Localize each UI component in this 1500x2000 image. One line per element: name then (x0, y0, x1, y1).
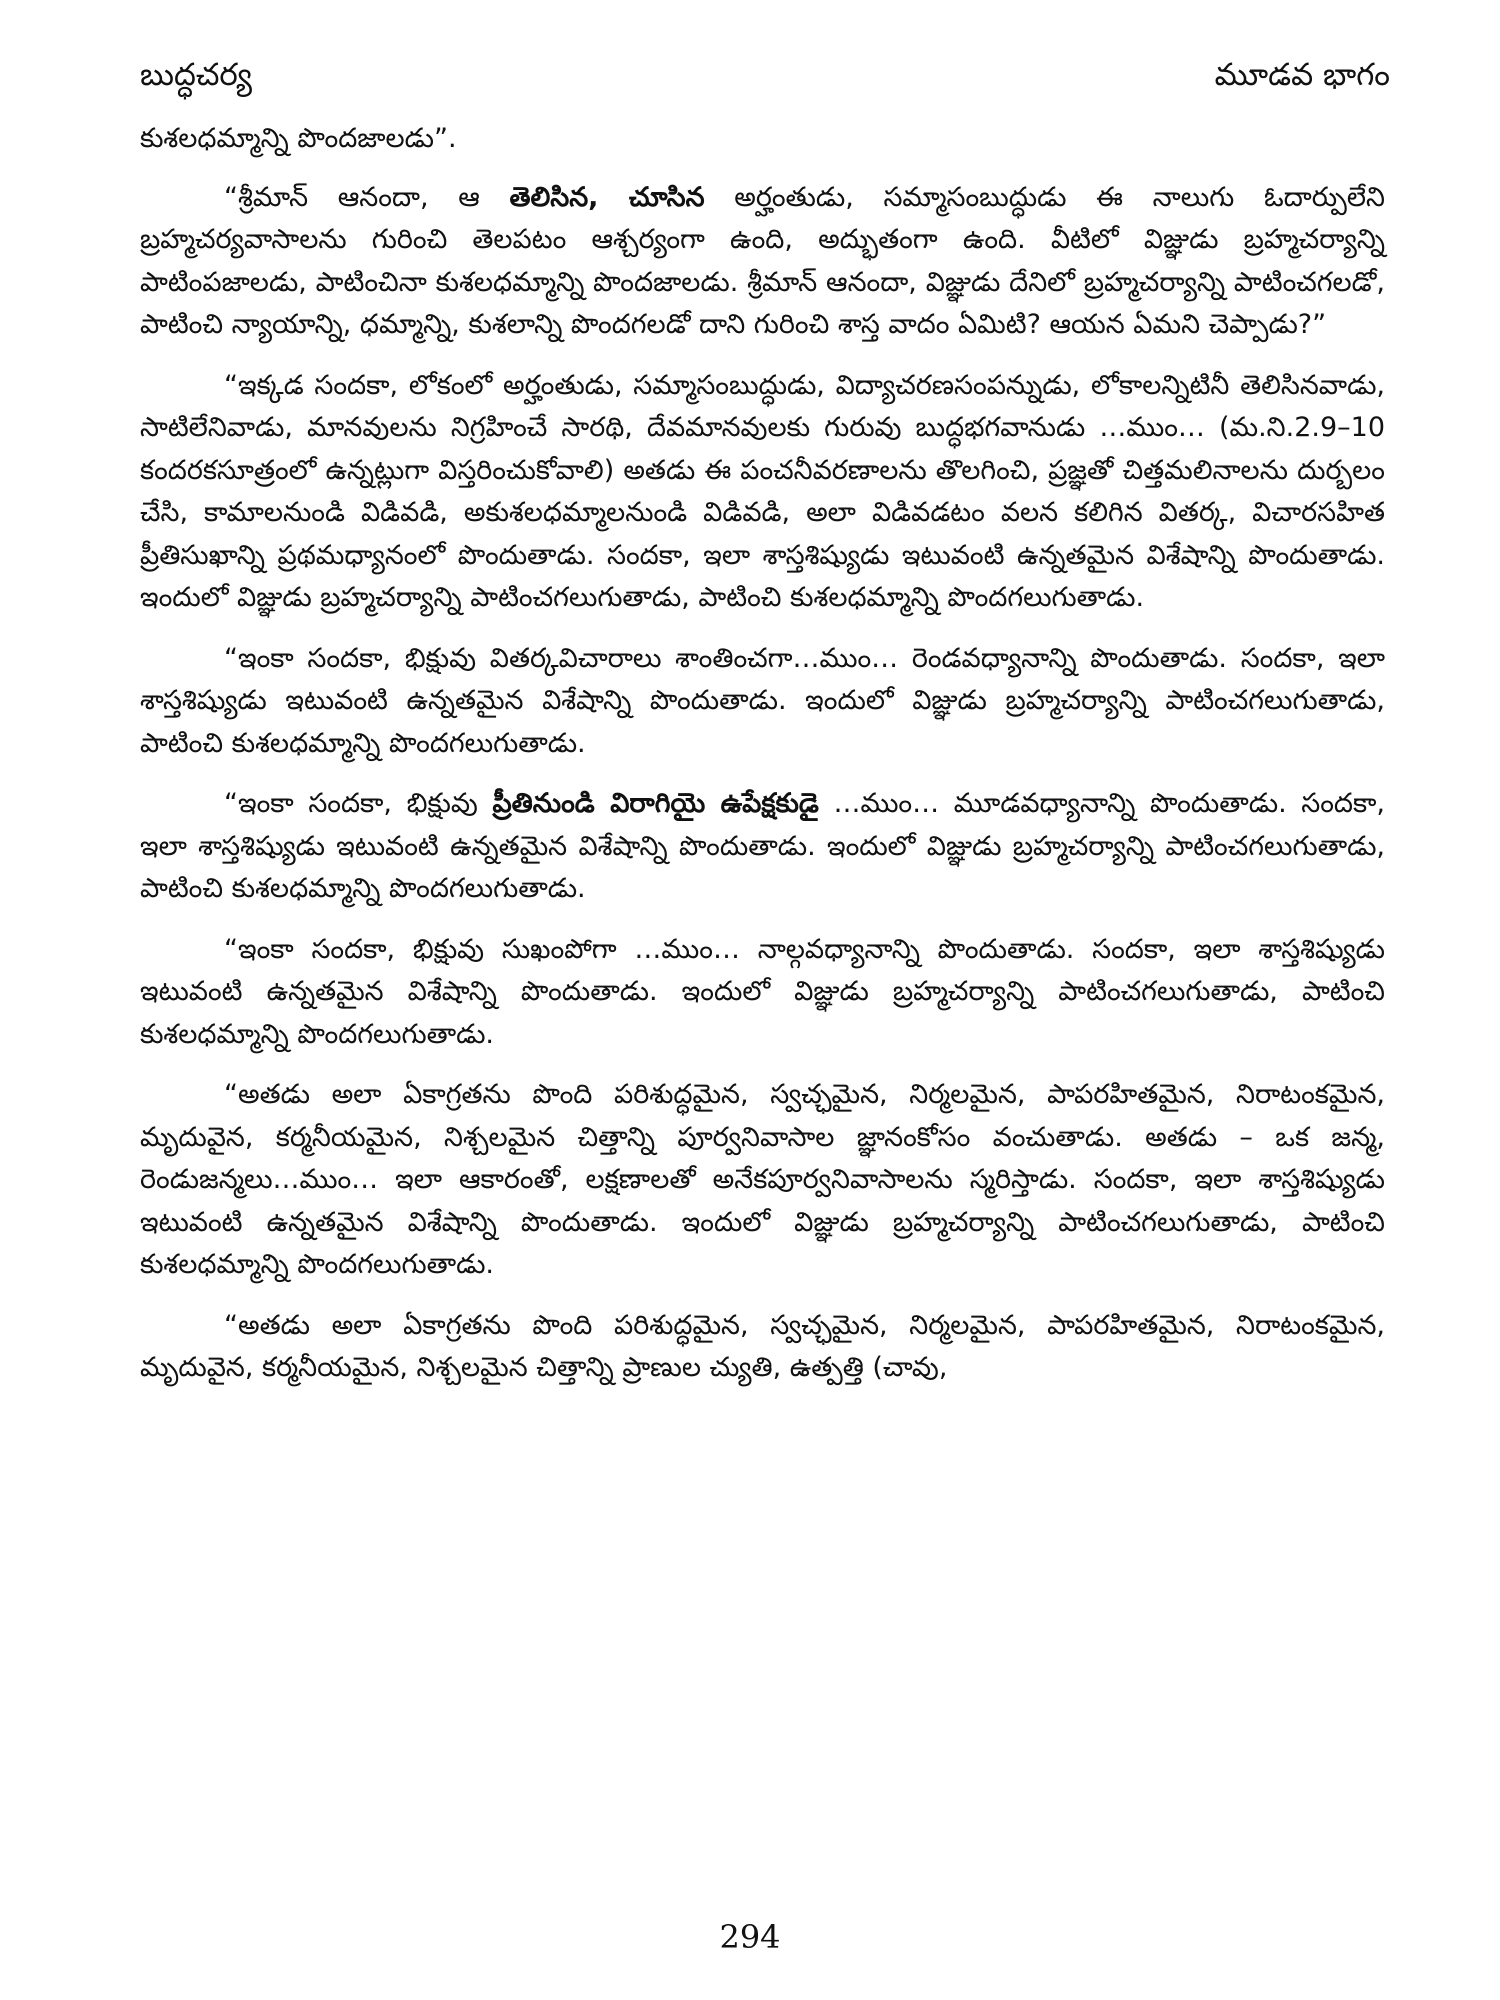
paragraph-6: “అతడు అలా ఏకాగ్రతను పొంది పరిశుద్ధమైన, స్వచ్ఛమైన, నిర్మలమైన, పాపరహితమైన, నిరాటంకమైన, మృదువైన, కర్మనీయమైన, నిశ్చలమైన చిత్తాన్ని పూర్వనివాసాల జ్ఞానంకోసం వంచుతాడు. అతడు – ఒక జన్మ, రెండుజన్మలు…ముం… ఇలా ఆకారంతో, లక్షణాలతో అనేకపూర్వనివాసాలను స్మరిస్తాడు. సందకా, ఇలా శాస్తశిష్యుడు ఇటువంటి ఉన్నతమైన విశేషాన్ని పొందుతాడు. ఇందులో విజ్ఞుడు బ్రహ్మచర్యాన్ని పాటించగలుగుతాడు, పాటించి కుశలధమ్మాన్ని పొందగలుగుతాడు. (140, 1079, 1385, 1280)
paragraph-1-start: “శ్రీమాన్ ఆనందా, ఆ (224, 181, 510, 213)
paragraph-4-bold-phrase: ప్రీతినుండి విరాగియై ఉపేక్షకుడై (492, 788, 819, 819)
header-part-title: మూడవ భాగం (1214, 56, 1390, 93)
paragraph-continued: కుశలధమ్మాన్ని పొందజాలడు”. (140, 123, 457, 154)
body-text (140, 118, 1385, 1408)
page-number: 294 (719, 1918, 781, 1956)
paragraph-4-rest: …ముం… మూడవధ్యానాన్ని పొందుతాడు. సందకా, ఇలా శాస్తశిష్యుడు ఇటువంటి ఉన్నతమైన విశేషాన్ని పొందుతాడు. ఇందులో విజ్ఞుడు బ్రహ్మచర్యాన్ని పాటించగలుగుతాడు, పాటించి కుశలధమ్మాన్ని పొందగలుగుతాడు. (140, 788, 1385, 904)
paragraph-3: “ఇంకా సందకా, భిక్షువు వితర్కవిచారాలు శాంతించగా…ముం… రెండవధ్యానాన్ని పొందుతాడు. సందకా, ఇలా శాస్తశిష్యుడు ఇటువంటి ఉన్నతమైన విశేషాన్ని పొందుతాడు. ఇందులో విజ్ఞుడు బ్రహ్మచర్యాన్ని పాటించగలుగుతాడు, పాటించి కుశలధమ్మాన్ని పొందగలుగుతాడు. (140, 642, 1385, 759)
paragraph-4-start: “ఇంకా సందకా, భిక్షువు (224, 788, 493, 819)
header-book-title: బుద్ధచర్య (140, 56, 253, 93)
paragraph-1 (140, 177, 1385, 347)
paragraph-7: “అతడు అలా ఏకాగ్రతను పొంది పరిశుద్ధమైన, స్వచ్ఛమైన, నిర్మలమైన, పాపరహితమైన, నిరాటంకమైన, మృదువైన, కర్మనీయమైన, నిశ్చలమైన చిత్తాన్ని ప్రాణుల చ్యుతి, ఉత్పత్తి (చావు, (140, 1309, 1385, 1383)
running-header (140, 52, 1390, 104)
paragraph-4 (140, 783, 1385, 911)
paragraph-2: “ఇక్కడ సందకా, లోకంలో అర్హంతుడు, సమ్మాసంబుద్ధుడు, విద్యాచరణసంపన్నుడు, లోకాలన్నిటినీ తెలిసినవాడు, సాటిలేనివాడు, మానవులను నిగ్రహించే సారథి, దేవమానవులకు గురువు బుద్ధభగవానుడు …ముం… (మ.ని.2.9–10 కందరకసూత్రంలో ఉన్నట్లుగా విస్తరించుకోవాలి) అతడు ఈ పంచనీవరణాలను తొలగించి, ప్రజ్ఞతో చిత్తమలినాలను దుర్బలం చేసి, కామాలనుండి విడివడి, అకుశలధమ్మాలనుండి విడివడి, అలా విడివడటం వలన కలిగిన వితర్క, విచారసహిత ప్రీతిసుఖాన్ని ప్రథమధ్యానంలో పొందుతాడు. సందకా, ఇలా శాస్తశిష్యుడు ఇటువంటి ఉన్నతమైన విశేషాన్ని పొందుతాడు. ఇందులో విజ్ఞుడు బ్రహ్మచర్యాన్ని పాటించగలుగుతాడు, పాటించి కుశలధమ్మాన్ని పొందగలుగుతాడు. (140, 369, 1385, 613)
paragraph-1-bold-phrase: తెలిసిన, చూసిన (509, 181, 705, 213)
paragraph-5: “ఇంకా సందకా, భిక్షువు సుఖంపోగా …ముం… నాల్గవధ్యానాన్ని పొందుతాడు. సందకా, ఇలా శాస్తశిష్యుడు ఇటువంటి ఉన్నతమైన విశేషాన్ని పొందుతాడు. ఇందులో విజ్ఞుడు బ్రహ్మచర్యాన్ని పాటించగలుగుతాడు, పాటించి కుశలధమ్మాన్ని పొందగలుగుతాడు. (140, 933, 1385, 1050)
paragraph-1-rest: అర్హంతుడు, సమ్మాసంబుద్ధుడు ఈ నాలుగు ఓదార్పులేని బ్రహ్మచర్యవాసాలను గురించి తెలపటం ఆశ్చర్యంగా ఉంది, అద్భుతంగా ఉంది. వీటిలో విజ్ఞుడు బ్రహ్మచర్యాన్ని పాటింపజాలడు, పాటించినా కుశలధమ్మాన్ని పొందజాలడు. శ్రీమాన్ ఆనందా, విజ్ఞుడు దేనిలో బ్రహ్మచర్యాన్ని పాటించగలడో, పాటించి న్యాయాన్ని, ధమ్మాన్ని, కుశలాన్ని పొందగలడో దాని గురించి శాస్త వాదం ఏమిటి? ఆయన ఏమని చెప్పాడు?” (140, 181, 1385, 340)
